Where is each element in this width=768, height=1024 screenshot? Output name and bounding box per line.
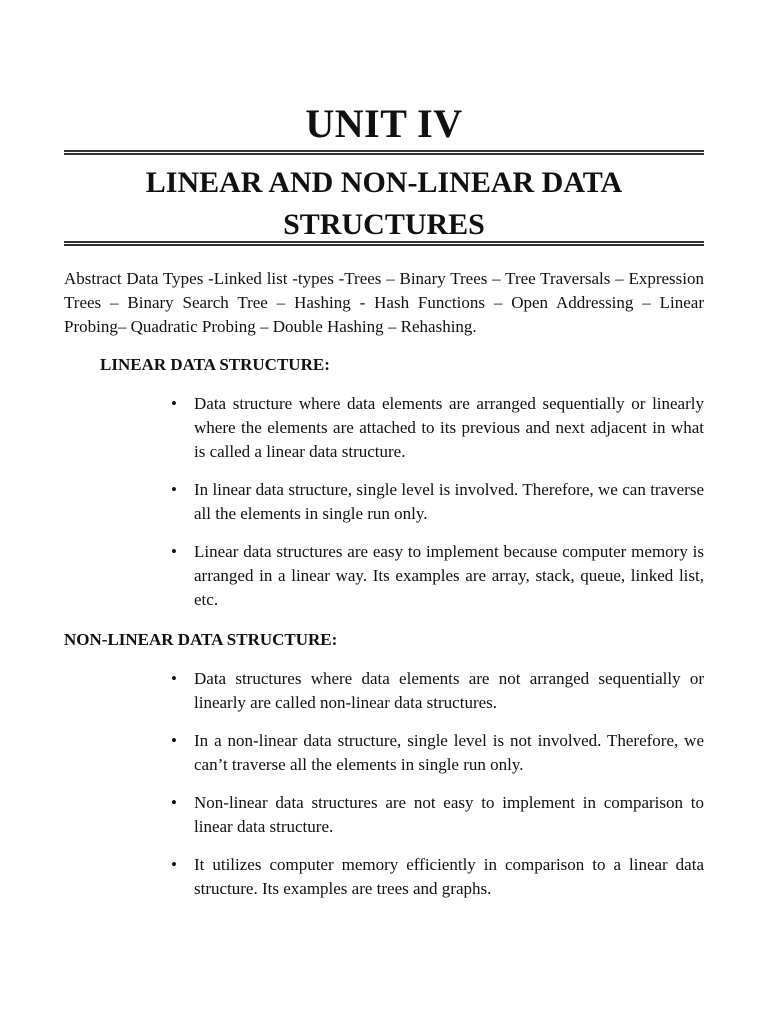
bullet-text: It utilizes computer memory efficiently in comparison to a linear data structure. Its examples are trees and graphs.	[194, 855, 704, 898]
title-divider-top	[64, 150, 704, 155]
list-item	[164, 853, 704, 901]
bullet-icon: •	[171, 480, 177, 499]
bullet-text: Non-linear data structures are not easy to implement in comparison to linear data structure.	[194, 793, 704, 836]
bullet-text: In linear data structure, single level is involved. Therefore, we can traverse all the elements in single run only.	[194, 480, 704, 523]
chapter-title-line1: LINEAR AND NON-LINEAR DATA	[145, 166, 623, 199]
syllabus-intro: Abstract Data Types -Linked list -types -Trees – Binary Trees – Tree Traversals – Expression Trees – Binary Search Tree – Hashing - Hash Functions – Open Addressing – Linear Probing– Quadratic Probing – Double Hashing – Rehashing.	[64, 269, 704, 336]
chapter-title-line2: STRUCTURES	[283, 208, 485, 241]
bullet-text: Data structure where data elements are arranged sequentially or linearly where the elements are attached to its previous and next adjacent in what is called a linear data structure.	[194, 394, 704, 461]
list-item	[164, 540, 704, 612]
chapter-title	[64, 162, 704, 246]
bullet-icon: •	[171, 394, 177, 413]
list-item	[164, 791, 704, 839]
bullet-icon: •	[171, 793, 177, 812]
bullet-icon: •	[171, 542, 177, 561]
linear-section-heading: LINEAR DATA STRUCTURE:	[100, 355, 330, 374]
bullet-icon: •	[171, 731, 177, 750]
bullet-icon: •	[171, 669, 177, 688]
bullet-text: Linear data structures are easy to implement because computer memory is arranged in a linear way. Its examples are array, stack, queue, linked list, etc.	[194, 542, 704, 609]
nonlinear-bullet-list	[164, 667, 704, 915]
bullet-text: Data structures where data elements are not arranged sequentially or linearly are called non-linear data structures.	[194, 669, 704, 712]
bullet-icon: •	[171, 855, 177, 874]
list-item	[164, 729, 704, 777]
bullet-text: In a non-linear data structure, single level is not involved. Therefore, we can’t traverse all the elements in single run only.	[194, 731, 704, 774]
list-item	[164, 667, 704, 715]
nonlinear-section-heading: NON-LINEAR DATA STRUCTURE:	[64, 630, 338, 649]
linear-bullet-list	[164, 392, 704, 626]
list-item	[164, 392, 704, 464]
title-divider-bottom	[64, 241, 704, 246]
unit-title: UNIT IV	[305, 101, 463, 146]
list-item	[164, 478, 704, 526]
